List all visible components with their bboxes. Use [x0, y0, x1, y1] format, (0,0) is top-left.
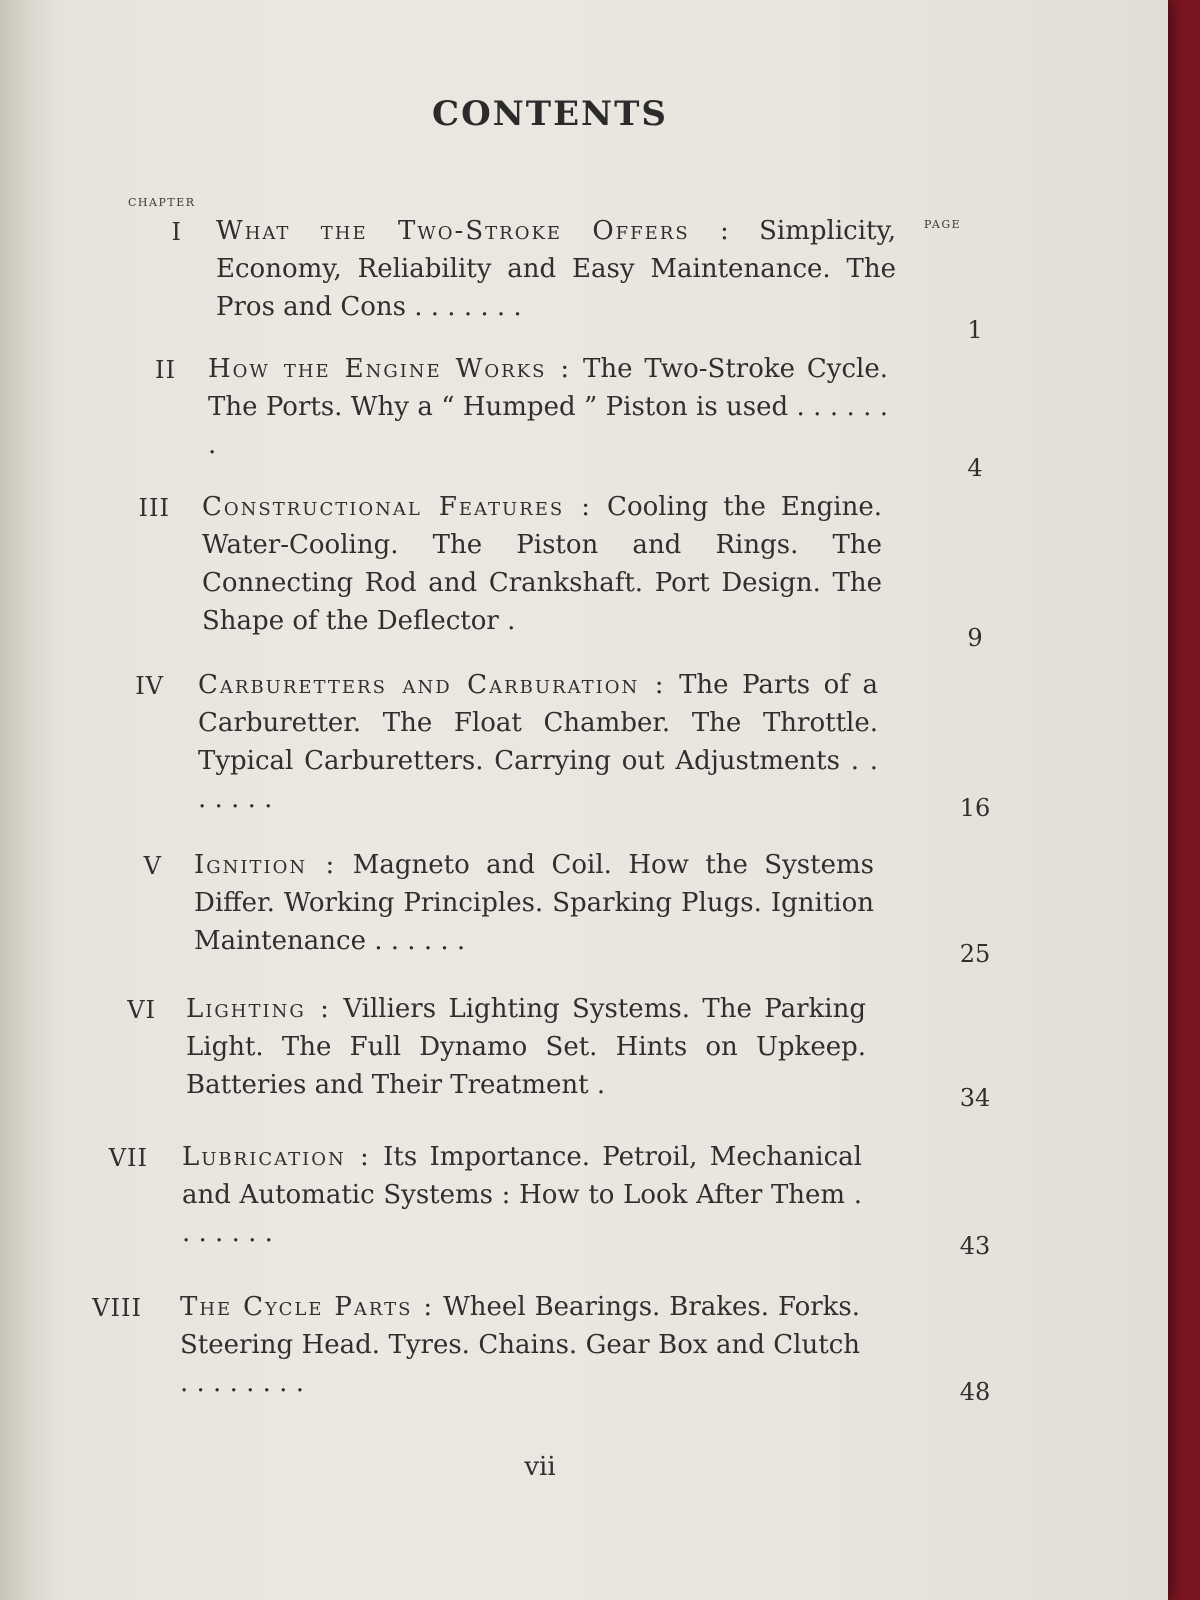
chapter-number: IV [135, 672, 164, 700]
chapter-number: I [171, 218, 182, 246]
page-folio: vii [524, 1452, 556, 1482]
leader-dots: . . . . . . . [414, 292, 522, 322]
chapter-description [216, 212, 896, 326]
chapter-description [198, 666, 878, 818]
chapter-number: VII [108, 1144, 148, 1172]
chapter-number: V [143, 852, 162, 880]
chapter-heading: Carburetters and Carburation : [198, 670, 666, 700]
page-column-label: PAGE [924, 218, 962, 231]
chapter-description [180, 1288, 860, 1402]
chapter-summary: Magneto and Coil. How the Systems Differ. Working Principles. Sparking Plugs. Ignition Maintenance [194, 850, 874, 956]
chapter-summary: The Parts of a Carburetter. The Float Chamber. The Throttle. Typical Carburetters. Carrying out Adjustments [198, 670, 878, 776]
leader-dots: . [507, 606, 516, 636]
chapter-summary: Simplicity, Economy, Reliability and Easy Maintenance. The Pros and Cons [216, 216, 896, 322]
page-number: 1 [967, 316, 983, 344]
page-number: 4 [967, 454, 983, 482]
chapter-column-label: CHAPTER [128, 196, 196, 209]
leader-dots: . [596, 1070, 606, 1100]
chapter-summary: Wheel Bearings. Brakes. Forks. Steering Head. Tyres. Chains. Gear Box and Clutch [180, 1292, 861, 1360]
leader-dots: . . . . . . . [182, 1180, 863, 1248]
chapter-heading: What the Two-Stroke Offers : [216, 216, 731, 246]
page-gutter [0, 0, 60, 1600]
chapter-heading: Lighting : [186, 994, 331, 1024]
chapter-summary: Its Importance. Petroil, Mechanical and Automatic Systems : How to Look After Them [182, 1142, 862, 1210]
page-title: CONTENTS [432, 94, 668, 134]
chapter-summary: Villiers Lighting Systems. The Parking Light. The Full Dynamo Set. Hints on Upkeep. Batteries and Their Treatment [186, 994, 866, 1100]
chapter-summary: The Two-Stroke Cycle. The Ports. Why a “ Humped ” Piston is used [208, 354, 889, 422]
chapter-description [208, 350, 888, 464]
page-number: 34 [959, 1084, 991, 1112]
page-number: 43 [959, 1232, 991, 1260]
chapter-heading: Lubrication : [182, 1142, 371, 1172]
chapter-heading: How the Engine Works : [208, 354, 572, 384]
chapter-number: II [155, 356, 176, 384]
leader-dots: . . . . . . . [208, 392, 888, 460]
chapter-heading: Constructional Features : [202, 492, 593, 522]
chapter-number: VI [127, 996, 156, 1024]
chapter-description [182, 1138, 862, 1252]
chapter-description [194, 846, 874, 960]
page-number: 25 [959, 940, 991, 968]
chapter-heading: The Cycle Parts : [180, 1292, 435, 1322]
chapter-description [186, 990, 866, 1104]
leader-dots: . . . . . . . . [180, 1368, 304, 1398]
chapter-number: VIII [92, 1294, 142, 1322]
chapter-number: III [138, 494, 170, 522]
page-number: 9 [967, 624, 983, 652]
page-number: 48 [959, 1378, 991, 1406]
chapter-heading: Ignition : [194, 850, 337, 880]
page-number: 16 [959, 794, 991, 822]
chapter-description [202, 488, 882, 640]
leader-dots: . . . . . . [374, 926, 466, 956]
chapter-summary: Cooling the Engine. Water-Cooling. The Piston and Rings. The Connecting Rod and Crankshaft. Port Design. The Shape of the Deflector [202, 492, 882, 636]
leader-dots: . . . . . . . [198, 746, 879, 814]
